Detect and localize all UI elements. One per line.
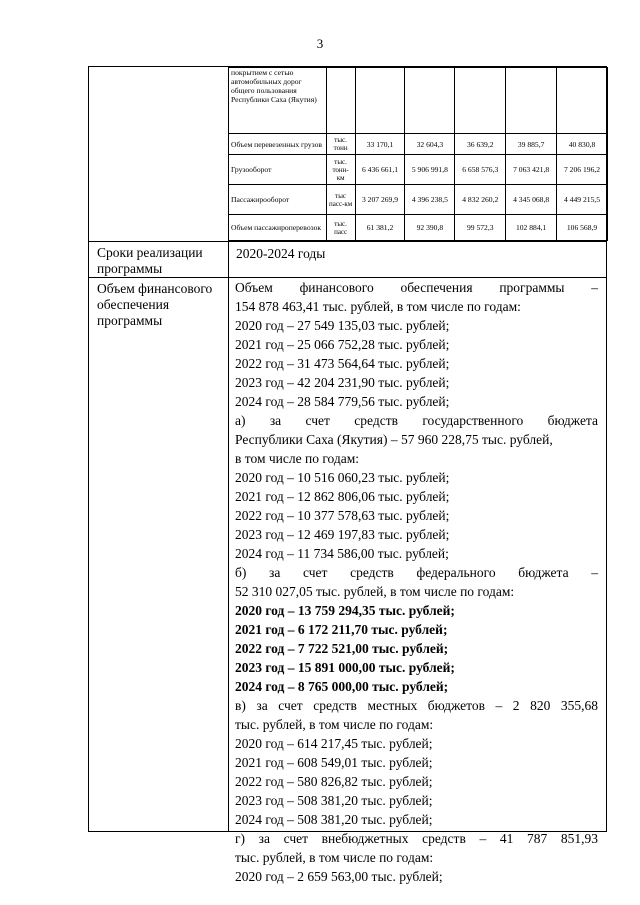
indicator-value: 92 390,8 [405,215,455,241]
indicator-row [229,185,608,215]
row-divider [89,241,606,242]
funding-text [235,278,598,886]
funding-line: 2021 год – 25 066 752,28 тыс. рублей; [235,337,450,352]
indicator-value: 6 658 576,3 [455,155,506,185]
indicator-row [229,155,608,185]
indicator-value: 106 568,9 [557,215,608,241]
indicator-unit [326,68,355,134]
indicator-value: 5 906 991,8 [405,155,455,185]
indicator-value: 7 206 196,2 [557,155,608,185]
funding-line: 2020 год – 10 516 060,23 тыс. рублей; [235,470,450,485]
funding-line: 2022 год – 31 473 564,64 тыс. рублей; [235,356,450,371]
page-number: 3 [316,36,324,51]
indicator-name: Объем перевезенных грузов [229,134,327,155]
funding-line: г) за счет внебюджетных средств – 41 787 851,93 [235,831,598,846]
funding-line: 2020 год – 614 217,45 тыс. рублей; [235,736,433,751]
funding-line: а) за счет средств государственного бюджета [235,413,598,428]
indicator-value: 7 063 421,8 [506,155,557,185]
funding-line: тыс. рублей, в том числе по годам: [235,717,434,732]
indicator-value [455,68,506,134]
funding-line: 2024 год – 11 734 586,00 тыс. рублей; [235,546,449,561]
indicator-unit: тыс. тонн-км [326,155,355,185]
funding-line: тыс. рублей, в том числе по годам: [235,850,434,865]
indicator-value: 6 436 661,1 [355,155,405,185]
indicator-row [229,134,608,155]
funding-line: 2021 год – 12 862 806,06 тыс. рублей; [235,489,450,504]
period-label: Сроки реализации программы [97,245,203,276]
indicator-value: 32 604,3 [405,134,455,155]
indicator-value: 4 396 238,5 [405,185,455,215]
funding-line: б) за счет средств федерального бюджета – [235,565,598,580]
indicator-unit: тыс пасс-км [326,185,355,215]
indicator-value: 36 639,2 [455,134,506,155]
indicators-table [228,67,608,241]
funding-line: 2020 год – 2 659 563,00 тыс. рублей; [235,869,443,884]
funding-line: 2021 год – 6 172 211,70 тыс. рублей; [235,622,448,637]
period-value: 2020-2024 годы [236,246,326,261]
indicator-value: 33 170,1 [355,134,405,155]
indicator-name: Объем пассажироперевозок [229,215,327,241]
funding-line: 2022 год – 10 377 578,63 тыс. рублей; [235,508,450,523]
indicator-name: Пассажирооборот [229,185,327,215]
funding-line: 2023 год – 12 469 197,83 тыс. рублей; [235,527,450,542]
funding-line: 2020 год – 13 759 294,35 тыс. рублей; [235,603,455,618]
indicator-unit: тыс. тонн [326,134,355,155]
indicator-value: 102 884,1 [506,215,557,241]
indicator-value [506,68,557,134]
indicator-value: 4 345 068,8 [506,185,557,215]
indicator-row [229,68,608,134]
funding-line: 154 878 463,41 тыс. рублей, в том числе по годам: [235,299,521,314]
indicator-value: 61 381,2 [355,215,405,241]
funding-line: 2023 год – 15 891 000,00 тыс. рублей; [235,660,455,675]
indicator-value: 40 830,8 [557,134,608,155]
indicator-value: 39 885,7 [506,134,557,155]
funding-line: 2023 год – 508 381,20 тыс. рублей; [235,793,433,808]
indicator-row [229,215,608,241]
funding-label: Объем финансового обеспечения программы [97,281,213,328]
indicator-value: 99 572,3 [455,215,506,241]
indicator-value: 4 832 260,2 [455,185,506,215]
funding-line: 2024 год – 8 765 000,00 тыс. рублей; [235,679,449,694]
funding-line: 2022 год – 7 722 521,00 тыс. рублей; [235,641,449,656]
funding-line: 2024 год – 28 584 779,56 тыс. рублей; [235,394,450,409]
funding-line: 2022 год – 580 826,82 тыс. рублей; [235,774,433,789]
funding-line: в том числе по годам: [235,451,360,466]
funding-line: 2021 год – 608 549,01 тыс. рублей; [235,755,433,770]
indicator-unit: тыс. пасс [326,215,355,241]
funding-line: 2020 год – 27 549 135,03 тыс. рублей; [235,318,450,333]
funding-line: Республики Саха (Якутия) – 57 960 228,75 тыс. рублей, [235,432,553,447]
indicator-name: Грузооборот [229,155,327,185]
funding-line: 2023 год – 42 204 231,90 тыс. рублей; [235,375,450,390]
funding-line: 2024 год – 508 381,20 тыс. рублей; [235,812,433,827]
indicator-name: покрытием с сетью автомобильных дорог общего пользования Республики Саха (Якутия) [229,68,327,134]
indicator-value: 4 449 215,5 [557,185,608,215]
funding-line: Объем финансового обеспечения программы – [235,280,598,295]
funding-line: 52 310 027,05 тыс. рублей, в том числе по годам: [235,584,515,599]
funding-line: в) за счет средств местных бюджетов – 2 820 355,68 [235,698,598,713]
indicator-value [405,68,455,134]
indicator-value [557,68,608,134]
indicator-value [355,68,405,134]
indicator-value: 3 207 269,9 [355,185,405,215]
